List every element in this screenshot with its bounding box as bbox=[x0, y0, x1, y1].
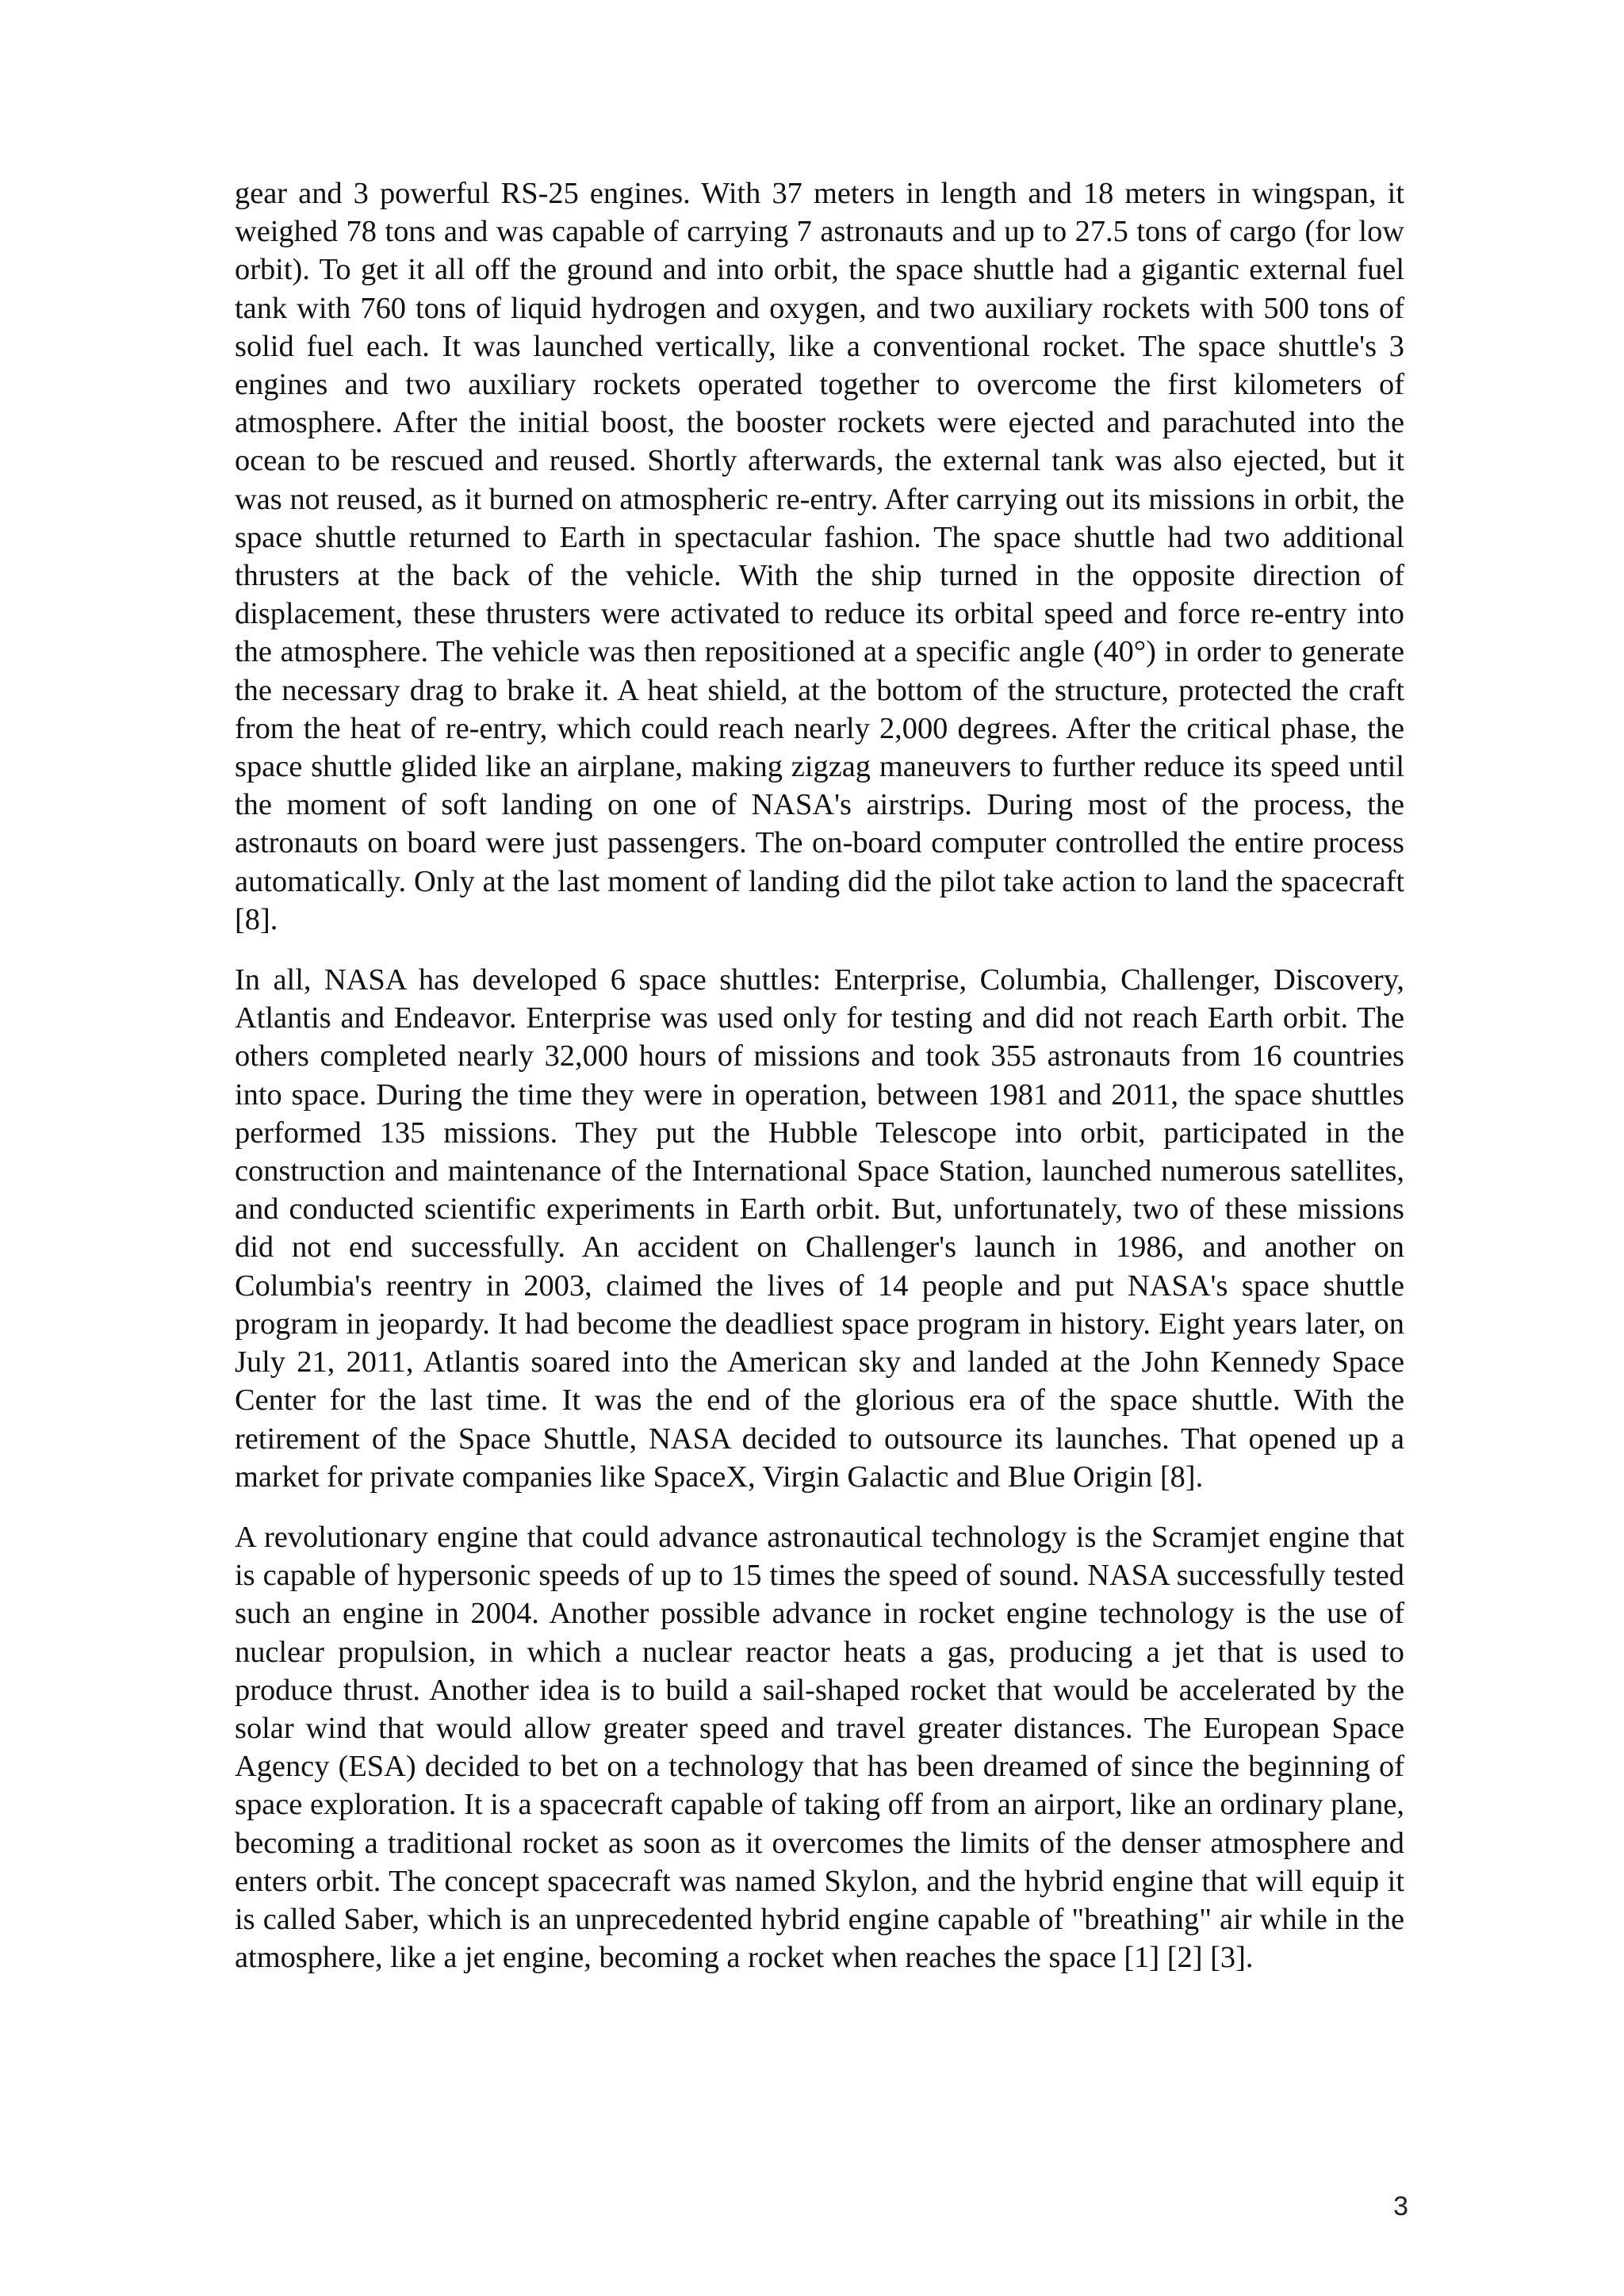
page-number: 3 bbox=[1393, 2191, 1408, 2221]
paragraph-space-shuttle-operation: gear and 3 powerful RS-25 engines. With 37 meters in length and 18 meters in wingspan, it weighed 78 tons and was capable of carrying 7 astronauts and up to 27.5 tons of cargo (for low orbit). To get it all off the ground and into orbit, the space shuttle had a gigantic external fuel tank with 760 tons of liquid hydrogen and oxygen, and two auxiliary rockets with 500 tons of solid fuel each. It was launched vertically, like a conventional rocket. The space shuttle's 3 engines and two auxiliary rockets operated together to overcome the first kilometers of atmosphere. After the initial boost, the booster rockets were ejected and parachuted into the ocean to be rescued and reused. Shortly afterwards, the external tank was also ejected, but it was not reused, as it burned on atmospheric re-entry. After carrying out its missions in orbit, the space shuttle returned to Earth in spectacular fashion. The space shuttle had two additional thrusters at the back of the vehicle. With the ship turned in the opposite direction of displacement, these thrusters were activated to reduce its orbital speed and force re-entry into the atmosphere. The vehicle was then repositioned at a specific angle (40°) in order to generate the necessary drag to brake it. A heat shield, at the bottom of the structure, protected the craft from the heat of re-entry, which could reach nearly 2,000 degrees. After the critical phase, the space shuttle glided like an airplane, making zigzag maneuvers to further reduce its speed until the moment of soft landing on one of NASA's airstrips. During most of the process, the astronauts on board were just passengers. The on-board computer controlled the entire process automatically. Only at the last moment of landing did the pilot take action to land the spacecraft [8]. bbox=[235, 177, 1404, 936]
paragraph-nasa-shuttle-history: In all, NASA has developed 6 space shuttles: Enterprise, Columbia, Challenger, Discovery, Atlantis and Endeavor. Enterprise was used only for testing and did not reach Earth orbit. The others completed nearly 32,000 hours of missions and took 355 astronauts from 16 countries into space. During the time they were in operation, between 1981 and 2011, the space shuttles performed 135 missions. They put the Hubble Telescope into orbit, participated in the construction and maintenance of the International Space Station, launched numerous satellites, and conducted scientific experiments in Earth orbit. But, unfortunately, two of these missions did not end successfully. An accident on Challenger's launch in 1986, and another on Columbia's reentry in 2003, claimed the lives of 14 people and put NASA's space shuttle program in jeopardy. It had become the deadliest space program in history. Eight years later, on July 21, 2011, Atlantis soared into the American sky and landed at the John Kennedy Space Center for the last time. It was the end of the glorious era of the space shuttle. With the retirement of the Space Shuttle, NASA decided to outsource its launches. That opened up a market for private companies like SpaceX, Virgin Galactic and Blue Origin [8]. bbox=[235, 963, 1404, 1494]
body-text bbox=[235, 174, 1404, 1999]
paragraph-future-engines: A revolutionary engine that could advance astronautical technology is the Scramjet engine that is capable of hypersonic speeds of up to 15 times the speed of sound. NASA successfully tested such an engine in 2004. Another possible advance in rocket engine technology is the use of nuclear propulsion, in which a nuclear reactor heats a gas, producing a jet that is used to produce thrust. Another idea is to build a sail-shaped rocket that would be accelerated by the solar wind that would allow greater speed and travel greater distances. The European Space Agency (ESA) decided to bet on a technology that has been dreamed of since the beginning of space exploration. It is a spacecraft capable of taking off from an airport, like an ordinary plane, becoming a traditional rocket as soon as it overcomes the limits of the denser atmosphere and enters orbit. The concept spacecraft was named Skylon, and the hybrid engine that will equip it is called Saber, which is an unprecedented hybrid engine capable of "breathing" air while in the atmosphere, like a jet engine, becoming a rocket when reaches the space [1] [2] [3]. bbox=[235, 1520, 1404, 1975]
